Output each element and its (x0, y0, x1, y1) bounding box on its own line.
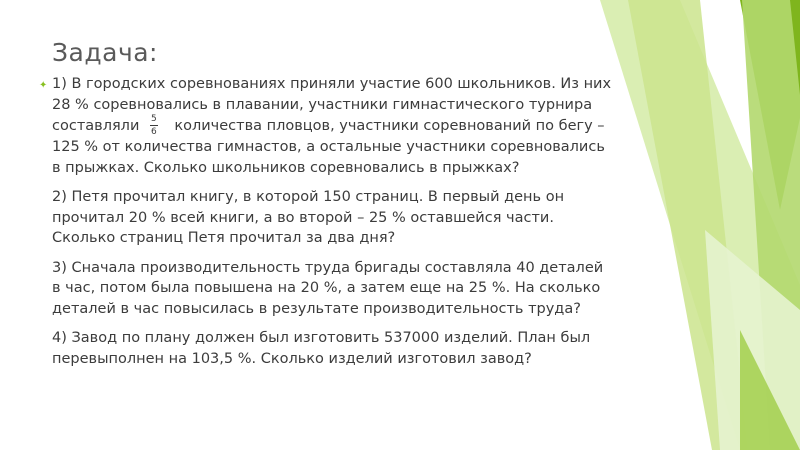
task-1-text-part2: количества пловцов, участники соревнований по бегу – 125 % от количества гимнастов, а остальные участники соревновались в прыжках. Сколько школьников соревновались в прыжках? (52, 118, 605, 176)
task-list (39, 74, 612, 396)
task-1-text-part1: 1) В городских соревнованиях приняли участие 600 школьников. Из них 28 % соревновались в плавании, участники гимнастического турнира составляли (52, 76, 612, 134)
bullet-icon: ✦ (39, 80, 48, 91)
slide-title: Задача: (52, 38, 158, 67)
task-4: 4) Завод по плану должен был изготовить 537000 изделий. План был перевыполнен на 103,5 %. Сколько изделий изготовил завод? (52, 330, 591, 367)
task-1 (39, 74, 612, 178)
task-3: 3) Сначала производительность труда бригады составляла 40 деталей в час, потом была повышена на 20 %, а затем еще на 25 %. На сколько деталей в час повысилась в результате производительность труда? (52, 259, 604, 317)
fraction-denominator: 6 (151, 127, 157, 137)
fraction-numerator: 5 (151, 114, 157, 124)
task-2: 2) Петя прочитал книгу, в которой 150 страниц. В первый день он прочитал 20 % всей книги, а во второй – 25 % оставшейся части. Сколько страниц Петя прочитал за два дня? (52, 189, 565, 246)
fraction-five-sixths (150, 115, 158, 137)
